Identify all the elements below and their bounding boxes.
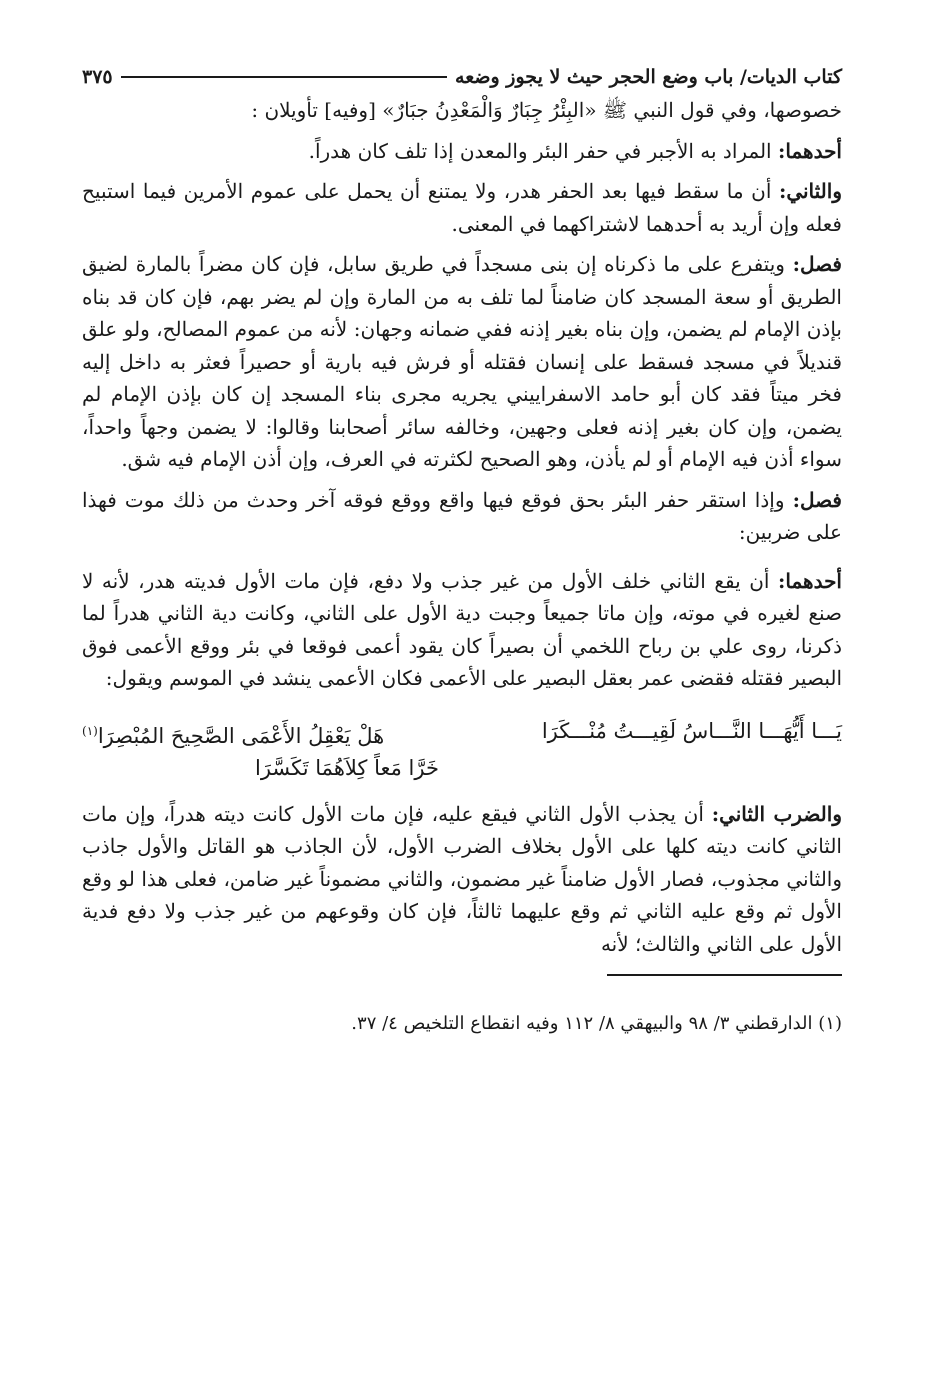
running-header (82, 60, 842, 94)
verse-line-1 (82, 715, 842, 752)
paragraph-6-text: أن يقع الثاني خلف الأول من غير جذب ولا دفع، فإن مات الأول فديته هدر، لأنه لا صنع لغيره في موته، وإن ماتا جميعاً وجبت دية الأول على الثاني، وكانت دية الثاني هدراً لما ذكرنا، روى علي بن رباح اللخمي أن بصيراً كان يقود أعمى فوقعا في بئر ووقع الأعمى فوق البصير فقتله فقضى عمر بعقل البصير على الأعمى فكان الأعمى ينشد في الموسم ويقول: (82, 568, 842, 690)
paragraph-5 (82, 484, 842, 549)
paragraph-7 (82, 798, 842, 961)
poem-verse (82, 715, 842, 784)
paragraph-3-lead: والثاني: (778, 179, 842, 203)
verse-right-hemistich: يَـــا أَيُّهَـــا النَّـــاسُ لَقِيـــتُ مُنْـــكَرَا (541, 718, 842, 743)
paragraph-1 (82, 94, 842, 127)
header-rule (121, 76, 447, 78)
paragraph-6-lead: أحدهما: (777, 568, 842, 593)
paragraph-3 (82, 175, 842, 240)
paragraph-1-text: خصوصها، وفي قول النبي ﷺ «البِئْرُ جِبَارٌ وَالْمَعْدِنُ جبَارٌ» [وفيه] تأويلان : (251, 98, 842, 122)
paragraph-3-text: أن ما سقط فيها بعد الحفر هدر، ولا يمتنع أن يحمل على عموم الأمرين فيما استبيح فعله وإن أريد به أحدهما لاشتراكهما في المعنى. (82, 179, 842, 236)
paragraph-2-text: المراد به الأجبر في حفر البئر والمعدن إذا تلف كان هدراً. (308, 138, 778, 163)
footnote-marker: (١) (82, 723, 98, 738)
paragraph-2-lead: أحدهما: (777, 138, 842, 163)
paragraph-6 (82, 565, 842, 695)
running-title: كتاب الديات/ باب وضع الحجر حيث لا يجوز وضعه (455, 66, 842, 88)
paragraph-5-lead: فصل: (792, 487, 842, 512)
footnote-rule (607, 974, 842, 976)
paragraph-4-lead: فصل: (792, 252, 842, 276)
paragraph-7-lead: والضرب الثاني: (711, 801, 842, 826)
paragraph-5-text: وإذا استقر حفر البئر بحق فوقع فيها واقع ووقع فوقه آخر وحدث من ذلك موت فهذا على ضربين: (82, 487, 842, 544)
paragraph-4-text: ويتفرع على ما ذكرناه إن بنى مسجداً في طريق سابل، فإن كان مضراً بالمارة لضيق الطريق أو سعة المسجد كان ضامناً لما تلف به من المارة وإن لم يضر بهم، فإن كان قد بناه بإذن الإمام لم يضمن، وإن بناه بغير إذنه ففي ضمانه وجهان: لأنه من عموم المصالح، ولو علق قنديلاً في مسجد فسقط على إنسان فقتله أو فرش فيه بارية أو حصيراً فعثر به داخل إليه فخر ميتاً فقد كان أبو حامد الاسفراييني يجريه مجرى بناء المسجد إن كان بإذن الإمام لم يضمن، وإن كان بغير إذنه فعلى وجهين، وخالفه سائر أصحابنا وقالوا: لا يضمن وجهاً واحداً، سواء أذن فيه الإمام أو لم يأذن، وهو الصحيح لكثرته في العرف، وإن أذن الإمام فيه شق. (82, 252, 842, 471)
page-number: ٣٧٥ (82, 66, 113, 88)
paragraph-2 (82, 135, 842, 168)
verse-line-2: خَرَّا مَعاً كِلاَهُمَا تَكَسَّرَا (255, 755, 439, 780)
footnote: (١) الدارقطني ٣/ ٩٨ والبيهقي ٨/ ١١٢ وفيه انقطاع التلخيص ٤/ ٣٧. (351, 1013, 842, 1034)
verse-left-hemistich: هَلْ يَعْقِلُ الأَعْمَى الصَّحِيحَ المُبْصِرَا (97, 723, 385, 748)
paragraph-7-text: أن يجذب الأول الثاني فيقع عليه، فإن مات الأول كانت ديته هدراً، وإن مات الثاني كانت ديته كلها على الأول بخلاف الضرب الأول، لأن الجاذب هو القاتل والأول جاذب والثاني مجذوب، فصار الأول ضامناً غير مضمون، والثاني مضموناً غير ضامن، فعلى هذا لو وقع الأول ثم وقع عليه الثاني ثم وقع عليهما ثالثاً، فإن كان وقوعهم من غير جذب ولا دفع فدية الأول على الثاني والثالث؛ لأنه (82, 801, 842, 956)
verse-left-hemistich-wrap (82, 715, 384, 752)
book-page (82, 60, 842, 1038)
paragraph-4 (82, 248, 842, 476)
